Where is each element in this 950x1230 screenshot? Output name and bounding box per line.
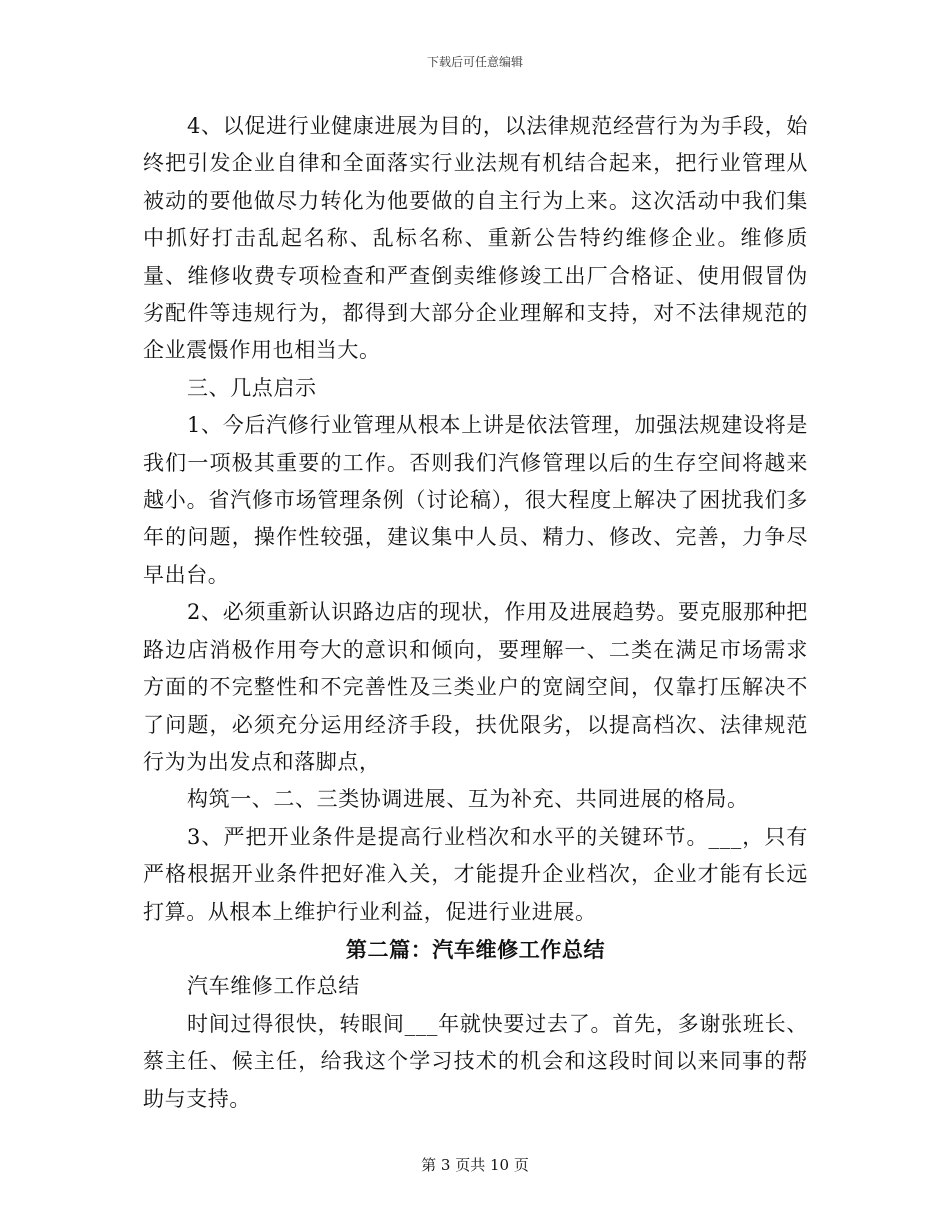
paragraph-insight-1: 1、今后汽修行业管理从根本上讲是依法管理，加强法规建设将是我们一项极其重要的工作。否则我们汽修管理以后的生存空间将越来越小。省汽修市场管理条例（讨论稿），很大程度上解决了困扰我们多年的问题，操作性较强，建议集中人员、精力、修改、完善，力争尽早出台。 xyxy=(143,413,808,587)
subtitle-line: 汽车维修工作总结 xyxy=(187,974,360,999)
document-body xyxy=(143,108,808,1118)
paragraph-insight-2-continued: 构筑一、二、三类协调进展、互为补充、共同进展的格局。 xyxy=(187,787,749,812)
paragraph-insight-2: 2、必须重新认识路边店的现状，作用及进展趋势。要克服那种把路边店消极作用夸大的意识和倾向，要理解一、二类在满足市场需求方面的不完整性和不完善性及三类业户的宽阔空间，仅靠打压解决不了问题，必须充分运用经济手段，扶优限劣，以提高档次、法律规范行为为出发点和落脚点， xyxy=(143,600,808,774)
section-title-insights: 三、几点启示 xyxy=(187,375,317,400)
section-heading: 第二篇：汽车维修工作总结 xyxy=(345,936,606,962)
page-number: 第 3 页共 10 页 xyxy=(421,1156,529,1174)
page-header: 下载后可任意编辑 xyxy=(426,55,523,69)
paragraph-item-4: 4、以促进行业健康进展为目的，以法律规范经营行为为手段，始终把引发企业自律和全面落实行业法规有机结合起来，把行业管理从被动的要他做尽力转化为他要做的自主行为上来。这次活动中我们集中抓好打击乱起名称、乱标名称、重新公告特约维修企业。维修质量、维修收费专项检查和严查倒卖维修竣工出厂合格证、使用假冒伪劣配件等违规行为，都得到大部分企业理解和支持，对不法律规范的企业震慑作用也相当大。 xyxy=(143,114,808,363)
paragraph-opening: 时间过得很快，转眼间___年就快要过去了。首先，多谢张班长、蔡主任、候主任，给我这个学习技术的机会和这段时间以来同事的帮助与支持。 xyxy=(143,1011,808,1111)
paragraph-insight-3: 3、严把开业条件是提高行业档次和水平的关键环节。___，只有严格根据开业条件把好准入关，才能提升企业档次，企业才能有长远打算。从根本上维护行业利益，促进行业进展。 xyxy=(143,824,808,924)
